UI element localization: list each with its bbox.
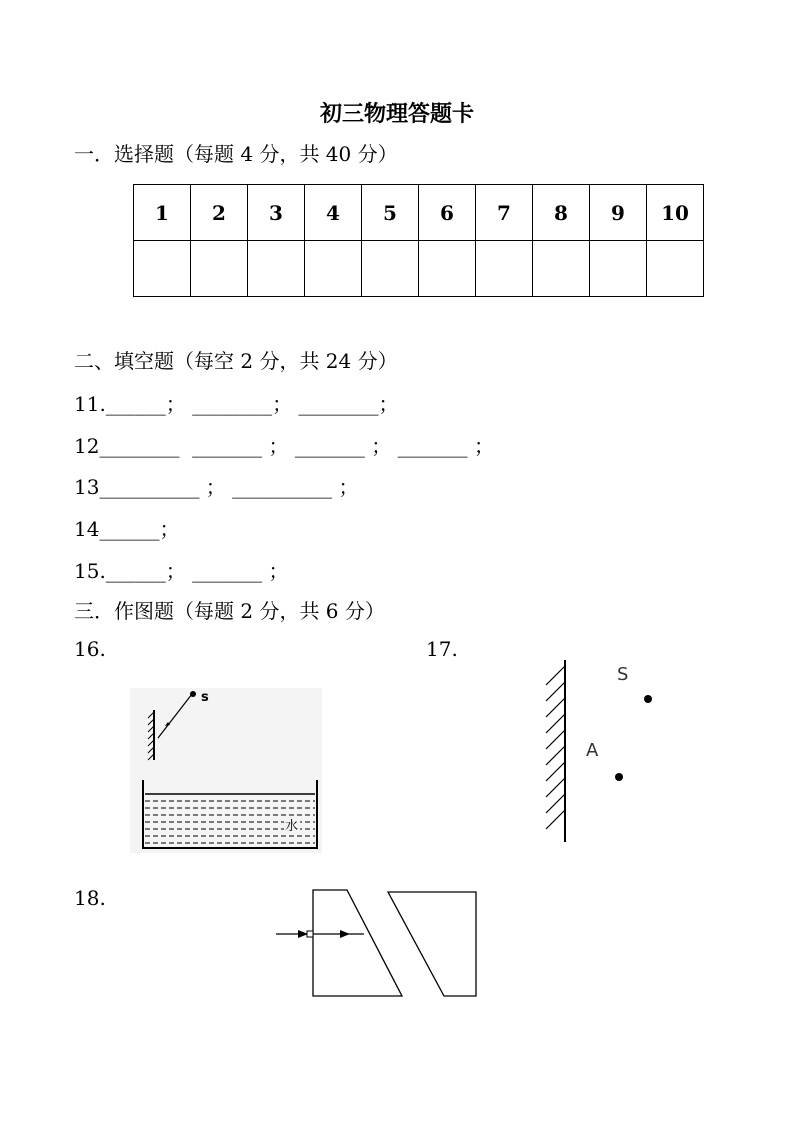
- q17-s-label: S: [617, 664, 629, 685]
- section-fill-heading: 二、填空题（每空 2 分，共 24 分）: [74, 349, 398, 373]
- answer-cell-6[interactable]: [419, 241, 476, 297]
- fill-line-q13[interactable]: [74, 471, 359, 500]
- q16-point-s: [190, 691, 196, 697]
- q16-figure[interactable]: [130, 688, 330, 853]
- q18-normal-marker: [307, 931, 313, 937]
- fill-line-q11[interactable]: [74, 388, 399, 417]
- fill-line-q14[interactable]: [74, 513, 179, 542]
- q17-label: 17.: [426, 637, 458, 661]
- q18-glass-block-right: [388, 892, 476, 996]
- answer-header-cell: 2: [191, 185, 248, 241]
- answer-cell-10[interactable]: [647, 241, 704, 297]
- answer-cell-4[interactable]: [305, 241, 362, 297]
- answer-cell-1[interactable]: [134, 241, 191, 297]
- q16-s-label: s: [201, 690, 209, 705]
- answer-header-cell: 8: [533, 185, 590, 241]
- answer-header-cell: 7: [476, 185, 533, 241]
- section-draw-heading: 三．作图题（每题 2 分，共 6 分）: [74, 599, 385, 623]
- answer-cell-7[interactable]: [476, 241, 533, 297]
- section-choice-heading: 一．选择题（每题 4 分，共 40 分）: [74, 142, 398, 166]
- q17-figure[interactable]: [540, 660, 670, 845]
- fill-line-q12-text: 12________ _______ ； _______ ； _______ ；: [74, 434, 494, 458]
- q17-a-label: A: [586, 740, 599, 761]
- answer-cell-3[interactable]: [248, 241, 305, 297]
- answer-cell-5[interactable]: [362, 241, 419, 297]
- answer-header-cell: 1: [134, 185, 191, 241]
- answer-header-cell: 10: [647, 185, 704, 241]
- answer-header-cell: 9: [590, 185, 647, 241]
- q17-point-s: [644, 695, 652, 703]
- q18-glass-block-left: [313, 890, 402, 996]
- fill-line-q12[interactable]: [74, 430, 494, 459]
- q18-arrow-refracted: [340, 930, 350, 938]
- fill-line-q14-text: 14______；: [74, 517, 180, 541]
- q18-label: 18.: [74, 886, 106, 910]
- answer-header-cell: 6: [419, 185, 476, 241]
- q18-figure[interactable]: [272, 888, 482, 1000]
- answer-cell-9[interactable]: [590, 241, 647, 297]
- page-title: 初三物理答题卡: [319, 101, 474, 127]
- answer-header-cell: 5: [362, 185, 419, 241]
- answer-header-cell: 4: [305, 185, 362, 241]
- q17-point-a: [615, 773, 623, 781]
- fill-line-q15[interactable]: [74, 555, 289, 584]
- answer-header-cell: 3: [248, 185, 305, 241]
- q16-label: 16.: [74, 637, 106, 661]
- answer-cell-8[interactable]: [533, 241, 590, 297]
- fill-line-q15-text: 15.______； _______ ；: [74, 559, 289, 583]
- answer-table: [133, 184, 704, 297]
- q16-water-label: 水: [285, 819, 299, 834]
- fill-line-q13-text: 13__________ ； __________ ；: [74, 475, 359, 499]
- answer-table-input-row: [134, 241, 704, 297]
- answer-table-header-row: [134, 185, 704, 241]
- fill-line-q11-text: 11.______； ________； ________；: [74, 392, 399, 416]
- answer-cell-2[interactable]: [191, 241, 248, 297]
